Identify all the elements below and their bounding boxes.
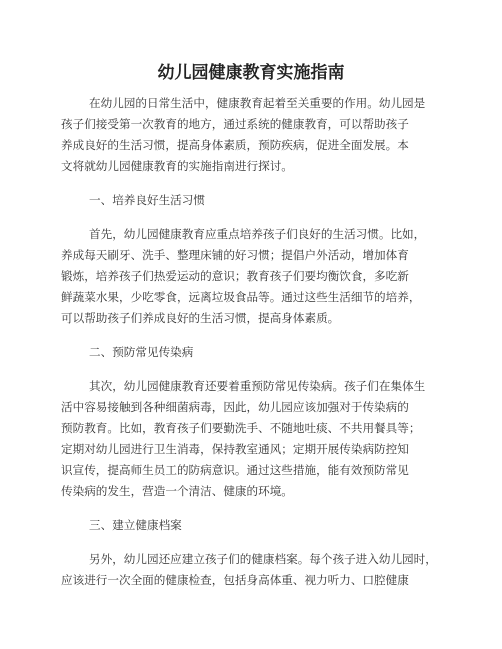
section-line: 传染病的发生，营造一个清洁、健康的环境。 [61,484,293,498]
intro-line: 文将就幼儿园健康教育的实施指南进行探讨。 [61,159,293,173]
section-line: 活中容易接触到各种细菌病毒，因此，幼儿园应该加强对于传染病的 [61,400,409,414]
section-line: 其次，幼儿园健康教育还要着重预防常见传染病。孩子们在集体生 [89,379,426,393]
section-heading: 二、预防常见传染病 [89,345,194,359]
section-line: 识宣传，提高师生员工的防病意识。通过这些措施，能有效预防常见 [61,463,409,477]
section-line: 预防教育。比如，教育孩子们要勤洗手、不随地吐痰、不共用餐具等； [61,421,421,435]
section-line: 首先，幼儿园健康教育应重点培养孩子们良好的生活习惯。比如， [89,227,426,241]
section-heading: 三、建立健康档案 [89,518,182,532]
intro-line: 孩子们接受第一次教育的地方，通过系统的健康教育，可以帮助孩子 [61,117,409,131]
section-line: 定期对幼儿园进行卫生消毒，保持教室通风；定期开展传染病防控知 [61,442,409,456]
intro-line: 养成良好的生活习惯，提高身体素质，预防疾病，促进全面发展。本 [61,138,409,152]
document-title: 幼儿园健康教育实施指南 [157,63,345,83]
section-line: 应该进行一次全面的健康检查，包括身高体重、视力听力、口腔健康 [61,573,409,587]
section-heading: 一、培养良好生活习惯 [89,193,205,207]
intro-line: 在幼儿园的日常生活中，健康教育起着至关重要的作用。幼儿园是 [89,96,426,110]
section-line: 养成每天刷牙、洗手、整理床铺的好习惯；提倡户外活动，增加体育 [61,248,409,262]
section-line: 锻炼，培养孩子们热爱运动的意识；教育孩子们要均衡饮食，多吃新 [61,269,409,283]
section-line: 另外，幼儿园还应建立孩子们的健康档案。每个孩子进入幼儿园时， [89,552,437,566]
section-line: 可以帮助孩子们养成良好的生活习惯，提高身体素质。 [61,311,340,325]
section-line: 鲜蔬菜水果，少吃零食，远离垃圾食品等。通过这些生活细节的培养， [61,290,421,304]
